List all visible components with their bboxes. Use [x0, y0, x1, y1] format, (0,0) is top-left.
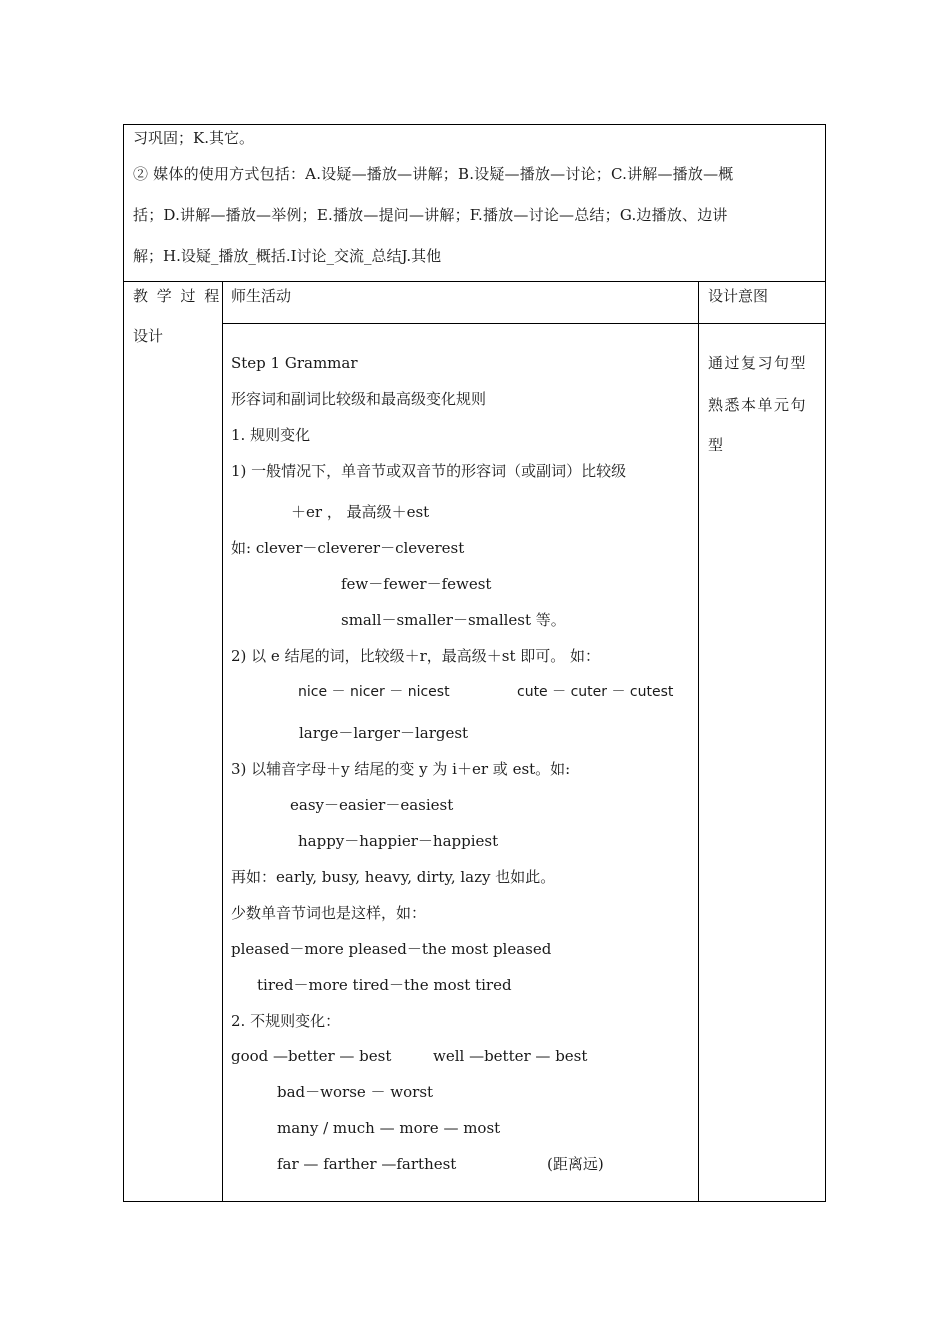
activity-line: 2) 以 e 结尾的词，比较级＋r，最高级＋st 即可。 如：	[231, 647, 601, 665]
activity-line: small－smaller－smallest 等。	[341, 611, 566, 629]
activity-line: pleased－more pleased－the most pleased	[231, 940, 552, 958]
process-design-label-line-1: 教 学 过 程	[133, 287, 222, 305]
design-intent-line-1: 通过复习句型	[708, 354, 808, 372]
row-divider-header	[222, 323, 826, 324]
top-text-line-2: ② 媒体的使用方式包括：A.设疑—播放—讲解；B.设疑—播放—讨论；C.讲解—播放—概	[133, 165, 734, 183]
activity-line: 1) 一般情况下，单音节或双音节的形容词（或副词）比较级	[231, 462, 627, 480]
activity-line: nice － nicer － nicest	[298, 684, 450, 700]
top-text-line-4: 解；H.设疑_播放_概括.I讨论_交流_总结J.其他	[133, 247, 442, 265]
activity-line: cute － cuter － cutest	[517, 684, 674, 700]
activity-line: 3) 以辅音字母＋y 结尾的变 y 为 i＋er 或 est。如:	[231, 760, 571, 778]
process-design-label-line-2: 设计	[133, 327, 164, 345]
activity-line: 少数单音节词也是这样，如：	[231, 904, 427, 922]
activity-line: good —better — best	[231, 1047, 392, 1065]
activity-line: many / much — more — most	[277, 1119, 501, 1137]
activity-line: 1. 规则变化	[231, 426, 311, 444]
activity-line: (距离远)	[547, 1155, 604, 1173]
activity-line: 2. 不规则变化：	[231, 1012, 341, 1030]
activity-line: Step 1 Grammar	[231, 354, 358, 372]
activity-line: far — farther —farthest	[277, 1155, 457, 1173]
col-divider-left	[222, 281, 223, 1202]
activity-line: 如: clever－cleverer－cleverest	[231, 539, 465, 557]
top-text-line-3: 括；D.讲解—播放—举例；E.播放—提问—讲解；F.播放—讨论—总结；G.边播放、边讲	[133, 206, 728, 224]
design-intent-header: 设计意图	[708, 287, 769, 305]
activity-line: tired－more tired－the most tired	[257, 976, 512, 994]
activity-line: well —better — best	[433, 1047, 588, 1065]
row-divider-top	[123, 281, 826, 282]
activity-line: few－fewer－fewest	[341, 575, 492, 593]
activity-line: bad－worse － worst	[277, 1083, 434, 1101]
top-text-line-1: 习巩固；K.其它。	[133, 129, 254, 147]
activity-line: 形容词和副词比较级和最高级变化规则	[231, 390, 487, 408]
teacher-student-activity-header: 师生活动	[231, 287, 292, 305]
activity-line: happy－happier－happiest	[298, 832, 499, 850]
col-divider-right	[698, 281, 699, 1202]
activity-line: easy－easier－easiest	[290, 796, 454, 814]
design-intent-line-2: 熟悉本单元句	[708, 396, 808, 414]
activity-line: large－larger－largest	[299, 724, 469, 742]
design-intent-line-3: 型	[708, 436, 724, 454]
activity-line: 再如：early, busy, heavy, dirty, lazy 也如此。	[231, 868, 556, 886]
activity-line: ＋er ， 最高级＋est	[291, 503, 430, 521]
